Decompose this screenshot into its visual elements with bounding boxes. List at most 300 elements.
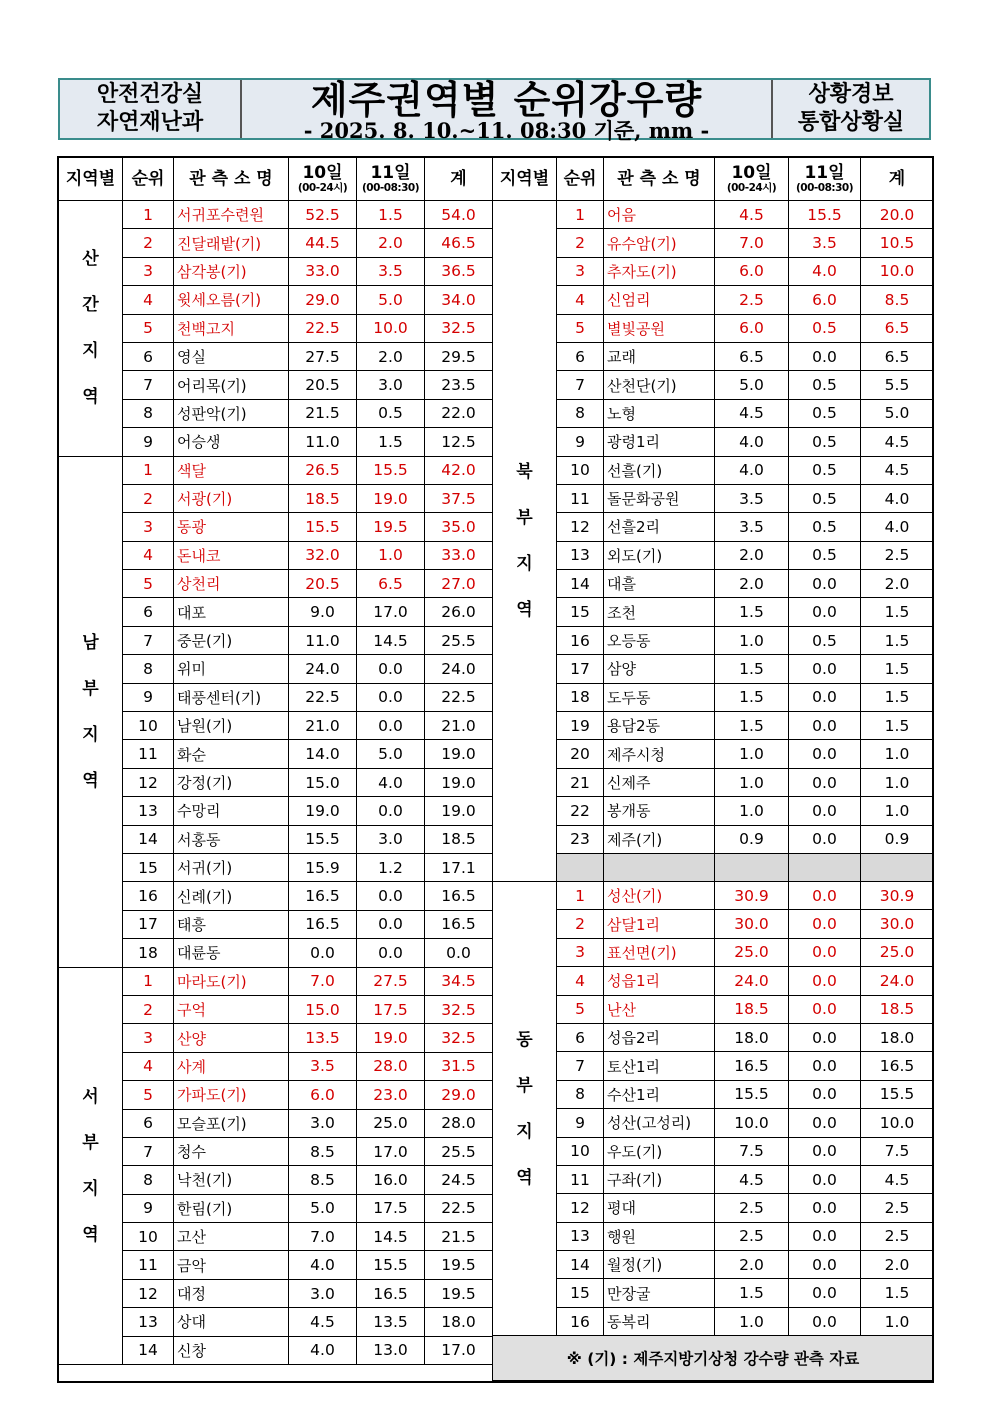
day1-rainfall: 22.5	[289, 314, 357, 342]
total-rainfall: 1.0	[861, 768, 934, 796]
rank-cell: 4	[123, 286, 174, 314]
station-name: 신엄리	[604, 286, 715, 314]
station-name: 대흘	[604, 570, 715, 598]
station-name: 신례(기)	[174, 882, 289, 910]
day1-rainfall: 18.5	[289, 484, 357, 512]
day2-rainfall: 0.0	[789, 910, 861, 938]
rank-cell: 3	[557, 257, 604, 285]
station-name: 표선면(기)	[604, 938, 715, 966]
total-rainfall: 4.5	[861, 1165, 934, 1193]
total-rainfall: 30.9	[861, 881, 934, 909]
day1-rainfall: 19.0	[289, 797, 357, 825]
table-row	[59, 825, 493, 853]
table-row	[59, 456, 493, 484]
day1-rainfall: 27.5	[289, 342, 357, 370]
day1-rainfall: 1.0	[715, 740, 789, 768]
day2-rainfall: 0.0	[789, 598, 861, 626]
day2-rainfall: 0.0	[357, 882, 425, 910]
total-rainfall: 24.5	[425, 1166, 493, 1194]
total-rainfall: 4.5	[861, 456, 934, 484]
rank-cell: 17	[557, 655, 604, 683]
table-row	[59, 768, 493, 796]
table-row	[493, 1052, 934, 1080]
total-rainfall: 19.5	[425, 1279, 493, 1307]
table-row	[493, 1307, 934, 1335]
rank-cell: 6	[123, 598, 174, 626]
rank-cell: 15	[557, 1279, 604, 1307]
rank-cell: 13	[123, 1308, 174, 1336]
day1-rainfall: 5.0	[715, 371, 789, 399]
table-row	[493, 1194, 934, 1222]
table-row	[59, 655, 493, 683]
col-day2-range: (00-08:30)	[362, 181, 419, 194]
day2-rainfall: 0.0	[789, 1080, 861, 1108]
rank-cell: 14	[123, 1336, 174, 1364]
day1-rainfall: 8.5	[289, 1166, 357, 1194]
blank-cell	[715, 853, 789, 881]
day2-rainfall: 0.0	[789, 712, 861, 740]
day2-rainfall: 16.0	[357, 1166, 425, 1194]
station-name: 구좌(기)	[604, 1165, 715, 1193]
station-name: 천백고지	[174, 314, 289, 342]
total-rainfall: 42.0	[425, 456, 493, 484]
total-rainfall: 31.5	[425, 1052, 493, 1080]
blank-cell	[789, 853, 861, 881]
table-row	[493, 626, 934, 654]
table-row	[493, 797, 934, 825]
table-row	[493, 995, 934, 1023]
total-rainfall: 2.5	[861, 541, 934, 569]
day1-rainfall: 33.0	[289, 257, 357, 285]
table-row	[493, 484, 934, 512]
title-box	[242, 78, 771, 143]
table-row	[493, 513, 934, 541]
rank-cell: 23	[557, 825, 604, 853]
day2-rainfall: 0.0	[789, 1194, 861, 1222]
table-row	[493, 286, 934, 314]
station-name: 선흘(기)	[604, 456, 715, 484]
day2-rainfall: 15.5	[357, 456, 425, 484]
station-name: 삼각봉(기)	[174, 257, 289, 285]
day2-rainfall: 10.0	[357, 314, 425, 342]
rank-cell: 18	[123, 939, 174, 967]
col-day2-label: 11일	[804, 162, 845, 183]
col-day1-range: (00-24시)	[297, 181, 348, 194]
col-day2-range: (00-08:30)	[796, 181, 853, 194]
right-header-row	[493, 158, 934, 201]
report-title: 제주권역별 순위강우량	[310, 78, 703, 122]
day1-rainfall: 15.9	[289, 853, 357, 881]
station-name: 산천단(기)	[604, 371, 715, 399]
day1-rainfall: 3.5	[289, 1052, 357, 1080]
day2-rainfall: 0.0	[789, 881, 861, 909]
station-name: 대포	[174, 598, 289, 626]
day1-rainfall: 32.0	[289, 541, 357, 569]
table-row	[493, 342, 934, 370]
day2-rainfall: 19.0	[357, 1024, 425, 1052]
total-rainfall: 25.5	[425, 1137, 493, 1165]
station-name: 우도(기)	[604, 1137, 715, 1165]
total-rainfall: 17.0	[425, 1336, 493, 1364]
col-station: 관 측 소 명	[174, 158, 289, 201]
region-label: 동부지역	[516, 1029, 533, 1188]
day2-rainfall: 0.0	[789, 740, 861, 768]
station-name: 태흥	[174, 910, 289, 938]
day2-rainfall: 0.0	[789, 1222, 861, 1250]
rank-cell: 7	[123, 371, 174, 399]
total-rainfall: 1.5	[861, 655, 934, 683]
blank-cell	[557, 853, 604, 881]
table-row	[59, 257, 493, 285]
station-name: 구억	[174, 995, 289, 1023]
left-header-row	[59, 158, 493, 201]
day2-rainfall: 0.0	[789, 1251, 861, 1279]
station-name: 신창	[174, 1336, 289, 1364]
rank-cell: 2	[123, 229, 174, 257]
day2-rainfall: 0.0	[789, 1023, 861, 1051]
rank-cell: 7	[123, 626, 174, 654]
total-rainfall: 20.0	[861, 201, 934, 229]
table-row	[493, 1023, 934, 1051]
day1-rainfall: 26.5	[289, 456, 357, 484]
total-rainfall: 4.0	[861, 484, 934, 512]
day1-rainfall: 6.5	[715, 342, 789, 370]
station-name: 위미	[174, 655, 289, 683]
station-name: 광령1리	[604, 428, 715, 456]
total-rainfall: 1.0	[861, 797, 934, 825]
col-day2	[357, 158, 425, 201]
recipient-box	[771, 80, 929, 138]
total-rainfall: 1.5	[861, 626, 934, 654]
total-rainfall: 4.0	[861, 513, 934, 541]
rank-cell: 14	[557, 1251, 604, 1279]
total-rainfall: 1.0	[861, 1307, 934, 1335]
table-row	[59, 882, 493, 910]
day1-rainfall: 6.0	[715, 314, 789, 342]
table-row	[59, 683, 493, 711]
station-name: 평대	[604, 1194, 715, 1222]
day1-rainfall: 15.5	[715, 1080, 789, 1108]
day2-rainfall: 0.5	[789, 626, 861, 654]
station-name: 성산(기)	[604, 881, 715, 909]
table-row	[59, 1081, 493, 1109]
total-rainfall: 22.0	[425, 399, 493, 427]
table-row	[59, 428, 493, 456]
station-name: 마라도(기)	[174, 967, 289, 995]
region-label: 북부지역	[516, 461, 533, 620]
total-rainfall: 33.0	[425, 541, 493, 569]
rank-cell: 10	[557, 1137, 604, 1165]
total-rainfall: 25.5	[425, 626, 493, 654]
table-row	[59, 598, 493, 626]
rank-cell: 8	[557, 399, 604, 427]
station-name: 추자도(기)	[604, 257, 715, 285]
table-row	[59, 541, 493, 569]
rank-cell: 11	[557, 1165, 604, 1193]
station-name: 어음	[604, 201, 715, 229]
station-name: 한림(기)	[174, 1194, 289, 1222]
region-cell	[59, 201, 123, 457]
table-row	[59, 853, 493, 881]
total-rainfall: 34.5	[425, 967, 493, 995]
total-rainfall: 29.0	[425, 1081, 493, 1109]
day1-rainfall: 13.5	[289, 1024, 357, 1052]
day2-rainfall: 0.0	[789, 825, 861, 853]
rank-cell: 15	[557, 598, 604, 626]
table-row	[59, 342, 493, 370]
region-cell	[59, 456, 123, 967]
station-name: 중문(기)	[174, 626, 289, 654]
table-row	[59, 484, 493, 512]
col-region: 지역별	[493, 158, 557, 201]
table-row	[493, 1251, 934, 1279]
total-rainfall: 22.5	[425, 683, 493, 711]
day2-rainfall: 0.0	[789, 1109, 861, 1137]
total-rainfall: 18.0	[425, 1308, 493, 1336]
day2-rainfall: 0.0	[789, 570, 861, 598]
rank-cell: 12	[557, 1194, 604, 1222]
rank-cell: 3	[557, 938, 604, 966]
rank-cell: 13	[557, 1222, 604, 1250]
table-row	[493, 1109, 934, 1137]
day2-rainfall: 0.5	[357, 399, 425, 427]
table-row	[493, 1279, 934, 1307]
station-name: 유수암(기)	[604, 229, 715, 257]
day1-rainfall: 3.0	[289, 1109, 357, 1137]
station-name: 금악	[174, 1251, 289, 1279]
total-rainfall: 34.0	[425, 286, 493, 314]
station-name: 상천리	[174, 570, 289, 598]
total-rainfall: 16.5	[861, 1052, 934, 1080]
day2-rainfall: 1.5	[357, 201, 425, 229]
rank-cell: 4	[557, 967, 604, 995]
day2-rainfall: 2.0	[357, 342, 425, 370]
region-cell	[493, 201, 557, 882]
station-name: 수망리	[174, 797, 289, 825]
day1-rainfall: 15.0	[289, 995, 357, 1023]
table-row	[59, 201, 493, 229]
day1-rainfall: 25.0	[715, 938, 789, 966]
day1-rainfall: 2.5	[715, 286, 789, 314]
station-name: 대륜동	[174, 939, 289, 967]
table-row	[59, 513, 493, 541]
station-name: 오등동	[604, 626, 715, 654]
table-row	[59, 740, 493, 768]
total-rainfall: 15.5	[861, 1080, 934, 1108]
day2-rainfall: 0.0	[357, 655, 425, 683]
day1-rainfall: 4.0	[289, 1251, 357, 1279]
day2-rainfall: 6.0	[789, 286, 861, 314]
day2-rainfall: 3.0	[357, 371, 425, 399]
total-rainfall: 0.0	[425, 939, 493, 967]
table-row	[493, 1137, 934, 1165]
table-row	[493, 314, 934, 342]
day2-rainfall: 5.0	[357, 740, 425, 768]
day2-rainfall: 15.5	[357, 1251, 425, 1279]
day2-rainfall: 0.5	[789, 541, 861, 569]
station-name: 가파도(기)	[174, 1081, 289, 1109]
station-name: 색달	[174, 456, 289, 484]
total-rainfall: 32.5	[425, 995, 493, 1023]
day2-rainfall: 0.0	[789, 967, 861, 995]
rank-cell: 11	[557, 484, 604, 512]
col-day1	[715, 158, 789, 201]
total-rainfall: 19.0	[425, 797, 493, 825]
table-row	[59, 1052, 493, 1080]
rank-cell: 2	[123, 995, 174, 1023]
total-rainfall: 24.0	[861, 967, 934, 995]
total-rainfall: 24.0	[425, 655, 493, 683]
station-name: 봉개동	[604, 797, 715, 825]
day2-rainfall: 3.5	[789, 229, 861, 257]
table-row	[59, 229, 493, 257]
recipient-line1: 상황경보	[808, 82, 894, 107]
day2-rainfall: 3.5	[357, 257, 425, 285]
station-name: 화순	[174, 740, 289, 768]
rank-cell: 5	[123, 1081, 174, 1109]
day1-rainfall: 2.5	[715, 1194, 789, 1222]
station-name: 모슬포(기)	[174, 1109, 289, 1137]
day1-rainfall: 20.5	[289, 570, 357, 598]
station-name: 교래	[604, 342, 715, 370]
total-rainfall: 12.5	[425, 428, 493, 456]
table-row	[59, 939, 493, 967]
recipient-line2: 통합상황실	[797, 110, 905, 135]
total-rainfall: 4.5	[861, 428, 934, 456]
rank-cell: 4	[123, 1052, 174, 1080]
total-rainfall: 17.1	[425, 853, 493, 881]
col-region: 지역별	[59, 158, 123, 201]
day1-rainfall: 1.5	[715, 1279, 789, 1307]
total-rainfall: 2.0	[861, 570, 934, 598]
day1-rainfall: 9.0	[289, 598, 357, 626]
station-name: 상대	[174, 1308, 289, 1336]
day1-rainfall: 30.0	[715, 910, 789, 938]
day2-rainfall: 2.0	[357, 229, 425, 257]
day1-rainfall: 29.0	[289, 286, 357, 314]
total-rainfall: 1.5	[861, 683, 934, 711]
station-name: 윗세오름(기)	[174, 286, 289, 314]
day2-rainfall: 25.0	[357, 1109, 425, 1137]
table-row	[59, 1194, 493, 1222]
station-name: 별빛공원	[604, 314, 715, 342]
day2-rainfall: 14.5	[357, 1223, 425, 1251]
total-rainfall: 36.5	[425, 257, 493, 285]
station-name: 제주시청	[604, 740, 715, 768]
table-row	[493, 967, 934, 995]
rank-cell: 9	[123, 683, 174, 711]
total-rainfall: 7.5	[861, 1137, 934, 1165]
table-row	[59, 1109, 493, 1137]
day1-rainfall: 1.5	[715, 655, 789, 683]
station-name: 수산1리	[604, 1080, 715, 1108]
day1-rainfall: 1.0	[715, 626, 789, 654]
issuer-office: 안전건강실	[96, 82, 204, 107]
station-name: 조천	[604, 598, 715, 626]
station-name: 서광(기)	[174, 484, 289, 512]
day2-rainfall: 5.0	[357, 286, 425, 314]
station-name: 노형	[604, 399, 715, 427]
day1-rainfall: 4.5	[289, 1308, 357, 1336]
rank-cell: 16	[557, 1307, 604, 1335]
table-row	[493, 740, 934, 768]
rank-cell: 9	[123, 1194, 174, 1222]
table-row	[493, 655, 934, 683]
col-station: 관 측 소 명	[604, 158, 715, 201]
day1-rainfall: 44.5	[289, 229, 357, 257]
day1-rainfall: 21.5	[289, 399, 357, 427]
col-day1-range: (00-24시)	[726, 181, 777, 194]
rank-cell: 3	[123, 1024, 174, 1052]
rank-cell: 8	[557, 1080, 604, 1108]
day2-rainfall: 4.0	[357, 768, 425, 796]
total-rainfall: 6.5	[861, 314, 934, 342]
table-row	[59, 1251, 493, 1279]
rank-cell: 9	[123, 428, 174, 456]
rank-cell: 2	[123, 484, 174, 512]
table-row	[493, 712, 934, 740]
rank-cell: 1	[123, 967, 174, 995]
total-rainfall: 30.0	[861, 910, 934, 938]
day2-rainfall: 19.5	[357, 513, 425, 541]
day2-rainfall: 1.2	[357, 853, 425, 881]
rank-cell: 6	[557, 342, 604, 370]
day1-rainfall: 1.5	[715, 598, 789, 626]
day1-rainfall: 1.0	[715, 797, 789, 825]
day2-rainfall: 4.0	[789, 257, 861, 285]
issuer-box	[60, 80, 242, 138]
day1-rainfall: 16.5	[289, 910, 357, 938]
station-name: 선흘2리	[604, 513, 715, 541]
day2-rainfall: 0.0	[789, 655, 861, 683]
total-rainfall: 18.0	[861, 1023, 934, 1051]
station-name: 강정(기)	[174, 768, 289, 796]
day1-rainfall: 7.0	[289, 1223, 357, 1251]
total-rainfall: 35.0	[425, 513, 493, 541]
rank-cell: 5	[123, 314, 174, 342]
station-name: 성산(고성리)	[604, 1109, 715, 1137]
rank-cell: 3	[123, 513, 174, 541]
day1-rainfall: 30.9	[715, 881, 789, 909]
footnote-row	[493, 1336, 934, 1381]
day1-rainfall: 2.0	[715, 1251, 789, 1279]
rank-cell: 16	[123, 882, 174, 910]
col-day1-label: 10일	[731, 162, 772, 183]
table-row	[59, 286, 493, 314]
day2-rainfall: 0.0	[789, 797, 861, 825]
station-name: 제주(기)	[604, 825, 715, 853]
total-rainfall: 10.0	[861, 1109, 934, 1137]
rank-cell: 4	[123, 541, 174, 569]
right-rainfall-table	[492, 157, 934, 1381]
station-name: 남원(기)	[174, 712, 289, 740]
day2-rainfall: 0.0	[357, 712, 425, 740]
day1-rainfall: 18.0	[715, 1023, 789, 1051]
total-rainfall: 16.5	[425, 882, 493, 910]
rank-cell: 10	[557, 456, 604, 484]
region-cell	[59, 967, 123, 1364]
day1-rainfall: 20.5	[289, 371, 357, 399]
day1-rainfall: 16.5	[715, 1052, 789, 1080]
total-rainfall: 1.0	[861, 740, 934, 768]
table-row	[59, 712, 493, 740]
rank-cell: 2	[557, 910, 604, 938]
region-cell	[493, 881, 557, 1335]
rank-cell: 1	[557, 201, 604, 229]
total-rainfall: 22.5	[425, 1194, 493, 1222]
total-rainfall: 21.5	[425, 1223, 493, 1251]
day1-rainfall: 6.0	[715, 257, 789, 285]
